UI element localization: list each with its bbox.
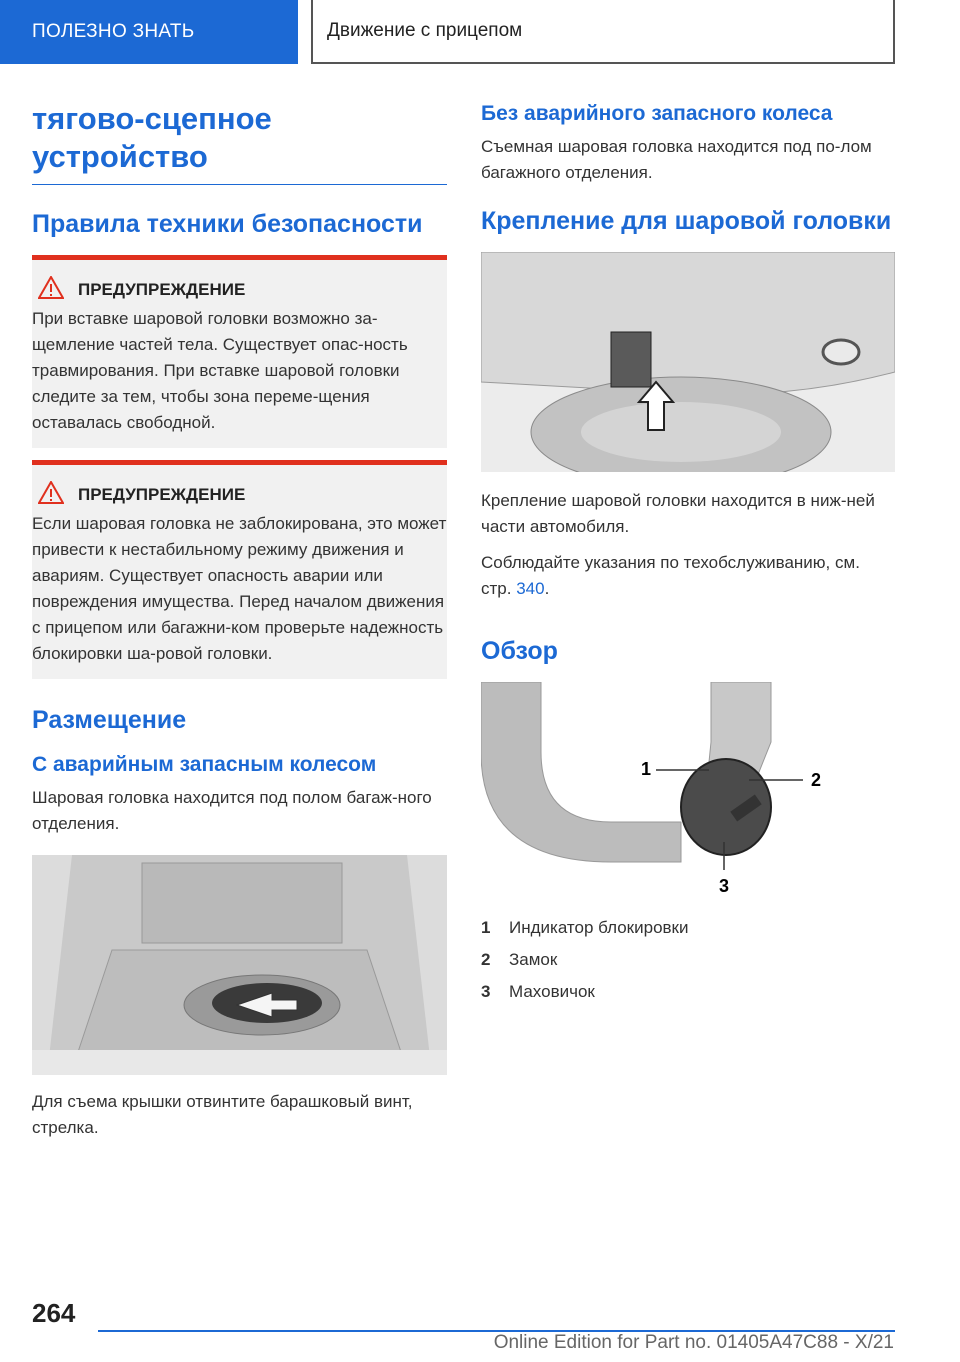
service-text: Соблюдайте указания по техобслуживанию, см. стр. 340.: [481, 553, 860, 598]
legend-label: Маховичок: [509, 982, 595, 1001]
chapter-title: Движение с прицепом: [311, 0, 895, 64]
legend-item: [481, 912, 895, 944]
warning-box: [32, 255, 447, 448]
mount-text: Крепление шаровой головки находится в ниж-ней части автомобиля.: [481, 491, 875, 536]
placement-heading: Размещение: [32, 706, 187, 734]
legend-num: 1: [481, 918, 491, 937]
warning-title-text: ПРЕДУПРЕЖДЕНИЕ: [78, 280, 246, 299]
trunk-caption: Для съема крышки отвинтите барашковый винт, стрелка.: [32, 1092, 413, 1137]
no-spare-text: Съемная шаровая головка находится под по-лом багажного отделения.: [481, 137, 872, 182]
warning-triangle-icon: [38, 481, 64, 509]
legend-num: 3: [481, 982, 491, 1001]
warning-text: При вставке шаровой головки возможно за-щемление частей тела. Существует опас-ность травмирования. При вставке шаровой головки следите за тем, чтобы зона переме-щения оставалась свободной.: [32, 309, 408, 432]
no-spare-heading: Без аварийного запасного колеса: [481, 102, 833, 125]
edition-text: Online Edition for Part no. 01405A47C88 - X/21: [493, 1332, 894, 1353]
warning-text: Если шаровая головка не заблокирована, это может привести к нестабильному режиму движения и авариям. Существует опасность аварии или повреждения имущества. Перед началом движения с прицепом или багажни-ком проверьте надежность блокировки ша-ровой головки.: [32, 514, 447, 663]
with-spare-text: Шаровая головка находится под полом багаж-ного отделения.: [32, 788, 432, 833]
with-spare-heading: С аварийным запасным колесом: [32, 753, 377, 776]
warning-box: [32, 460, 447, 679]
warning-title: [32, 481, 447, 509]
callout-2: 2: [811, 770, 822, 790]
page-number: 264: [32, 1298, 76, 1328]
safety-heading: Правила техники безопасности: [32, 210, 423, 238]
callout-3: 3: [718, 876, 730, 896]
legend-label: Замок: [509, 950, 558, 969]
right-column: [481, 100, 895, 1008]
ball-head-image: [481, 682, 895, 902]
warning-title-text: ПРЕДУПРЕЖДЕНИЕ: [78, 485, 246, 504]
mount-heading: Крепление для шаровой головки: [481, 207, 892, 235]
legend-label: Индикатор блокировки: [509, 918, 689, 937]
trunk-image: [32, 855, 447, 1075]
callout-1: 1: [640, 759, 651, 779]
legend: [481, 912, 895, 1008]
left-column: [32, 100, 447, 1151]
section-tab: ПОЛЕЗНО ЗНАТЬ: [0, 0, 298, 64]
overview-heading: Обзор: [481, 637, 558, 665]
legend-num: 2: [481, 950, 491, 969]
page-link[interactable]: 340: [516, 579, 545, 598]
warning-title: [32, 276, 447, 304]
legend-item: [481, 944, 895, 976]
service-text-body: Соблюдайте указания по техобслуживанию, см. стр.: [481, 553, 860, 598]
warning-triangle-icon: [38, 276, 64, 304]
hitch-mount-image: [481, 252, 895, 472]
legend-item: [481, 976, 895, 1008]
chapter-heading: тягово-сцепное устройство: [32, 100, 447, 185]
